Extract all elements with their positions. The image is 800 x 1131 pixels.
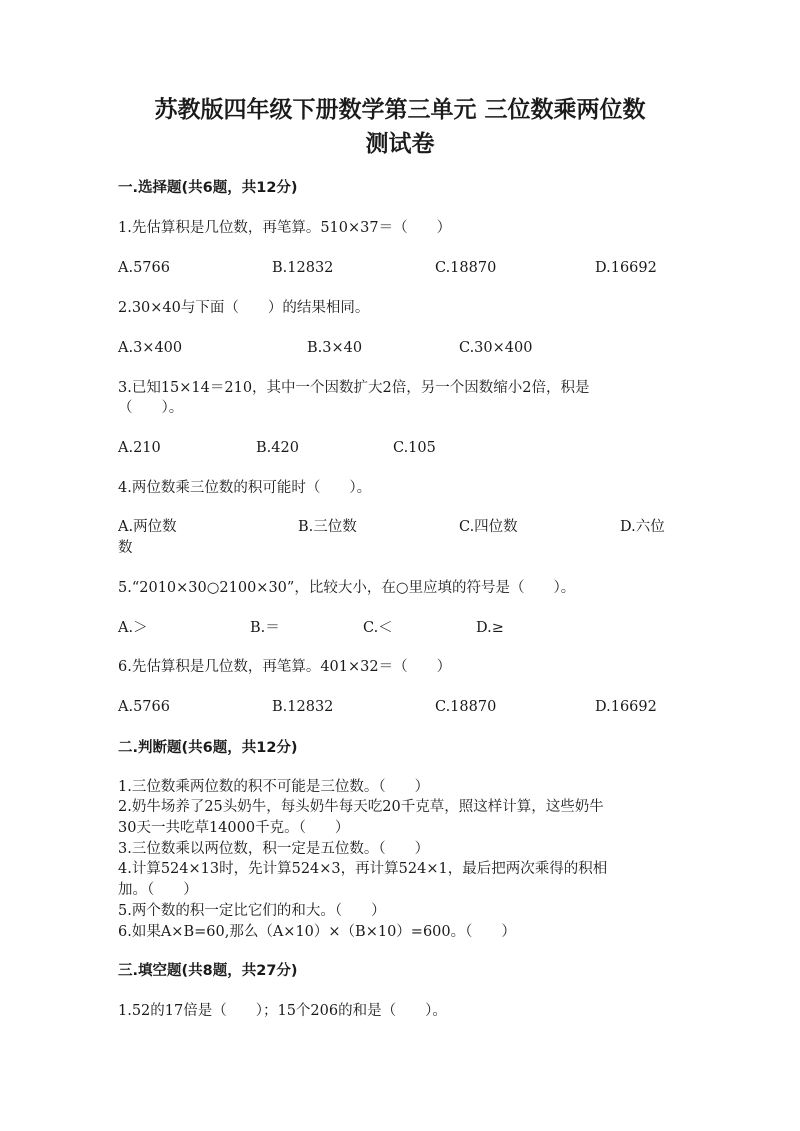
judgement-line-1: 1.三位数乘两位数的积不可能是三位数。（ ） xyxy=(118,779,430,795)
question-3-option-b: B.420 xyxy=(256,440,299,456)
question-5-option-b: B.＝ xyxy=(250,620,280,636)
question-2-option-b: B.3×40 xyxy=(307,340,363,356)
question-1-option-b: B.12832 xyxy=(272,260,334,276)
question-1-option-d: D.16692 xyxy=(595,260,657,276)
question-2-option-a: A.3×400 xyxy=(118,340,183,356)
exam-title-line2: 测试卷 xyxy=(365,130,435,157)
question-1-stem: 1.先估算积是几位数，再笔算。510×37＝（ ） xyxy=(118,220,452,236)
fill-blank-line-1: 1.52的17倍是（ ）；15个206的和是（ ）。 xyxy=(118,1003,447,1019)
question-6-option-d: D.16692 xyxy=(595,699,657,715)
judgement-line-6: 加。（ ） xyxy=(118,882,198,898)
section-heading-choice: 一.选择题(共6题，共12分) xyxy=(118,180,298,196)
question-5-option-a: A.＞ xyxy=(118,620,148,636)
section-heading-fill-blank: 三.填空题(共8题，共27分) xyxy=(118,963,298,979)
question-3-option-c: C.105 xyxy=(393,440,436,456)
question-4-option-a: A.两位数 xyxy=(118,519,177,535)
question-3-stem-line1: 3.已知15×14＝210，其中一个因数扩大2倍，另一个因数缩小2倍，积是 xyxy=(118,380,590,396)
question-6-option-c: C.18870 xyxy=(435,699,497,715)
question-5-stem: 5.“2010×30○2100×30”，比较大小，在○里应填的符号是（ ）。 xyxy=(118,580,576,596)
judgement-line-2: 2.奶牛场养了25头奶牛，每头奶牛每天吃20千克草，照这样计算，这些奶牛 xyxy=(118,799,604,815)
question-1-option-c: C.18870 xyxy=(435,260,497,276)
question-4-option-c: C.四位数 xyxy=(459,519,518,535)
question-4-option-d-wrap: 数 xyxy=(118,540,133,556)
question-6-option-a: A.5766 xyxy=(118,699,170,715)
judgement-line-5: 4.计算524×13时，先计算524×3，再计算524×1，最后把两次乘得的积相 xyxy=(118,861,608,877)
question-4-option-d: D.六位 xyxy=(620,519,665,535)
question-6-option-b: B.12832 xyxy=(272,699,334,715)
question-6-stem: 6.先估算积是几位数，再笔算。401×32＝（ ） xyxy=(118,659,452,675)
judgement-line-7: 5.两个数的积一定比它们的和大。（ ） xyxy=(118,903,386,919)
question-3-stem-line2: （ ）。 xyxy=(118,400,184,416)
question-5-option-d: D.≥ xyxy=(476,620,504,636)
question-2-stem: 2.30×40与下面（ ）的结果相同。 xyxy=(118,300,370,316)
judgement-line-3: 30天一共吃草14000千克。（ ） xyxy=(118,820,350,836)
question-4-option-b: B.三位数 xyxy=(298,519,357,535)
section-heading-judgement: 二.判断题(共6题，共12分) xyxy=(118,740,298,756)
question-2-option-c: C.30×400 xyxy=(459,340,533,356)
question-5-option-c: C.＜ xyxy=(363,620,393,636)
question-4-stem: 4.两位数乘三位数的积可能时（ ）。 xyxy=(118,480,372,496)
judgement-line-8: 6.如果A×B=60,那么（A×10）×（B×10）=600。（ ） xyxy=(118,924,516,940)
exam-title-line1: 苏教版四年级下册数学第三单元 三位数乘两位数 xyxy=(154,96,646,123)
judgement-line-4: 3.三位数乘以两位数，积一定是五位数。（ ） xyxy=(118,841,430,857)
question-1-option-a: A.5766 xyxy=(118,260,170,276)
question-3-option-a: A.210 xyxy=(118,440,161,456)
